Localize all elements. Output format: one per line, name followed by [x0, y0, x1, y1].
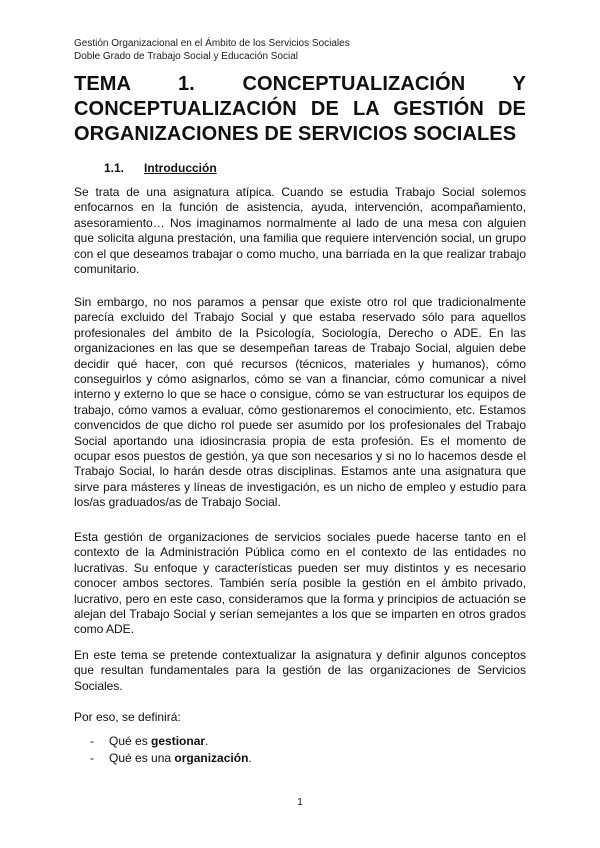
section-number: 1.1. [104, 161, 125, 175]
section-title: Introducción [144, 161, 217, 175]
list-item-prefix: Qué es [109, 734, 152, 748]
chapter-title-line-2: CONCEPTUALIZACIÓN DE LA GESTIÓN DE [74, 98, 526, 120]
list-bullet: - [90, 734, 94, 748]
paragraph: Por eso, se definirá: [74, 710, 181, 724]
chapter-title [74, 72, 526, 147]
list-item-term: gestionar [151, 734, 206, 748]
list-item-term: organización [174, 751, 249, 765]
list-item [90, 733, 252, 750]
paragraph: Se trata de una asignatura atípica. Cuando se estudia Trabajo Social solemos enfocarnos en la función de asistencia, ayuda, intervención, acompañamiento, asesoramiento… Nos imaginamos normalmente al lado de una mesa con alguien que solicita alguna prestación, una familia que requiere intervención social, un grupo con el que deseamos trabajar o como mucho, una barriada en la que realizar trabajo comunitario. [74, 185, 526, 277]
definition-list [90, 733, 252, 767]
list-item [90, 750, 252, 767]
header-line-degree: Doble Grado de Trabajo Social y Educación Social [74, 51, 299, 62]
chapter-title-line-3: ORGANIZACIONES DE SERVICIOS SOCIALES [74, 123, 517, 145]
section-heading [104, 161, 217, 175]
paragraph: Sin embargo, no nos paramos a pensar que existe otro rol que tradicionalmente parecía excluido del Trabajo Social y que estaba reservado sólo para aquellos profesionales del ámbito de la Psicología, Sociología, Derecho o ADE. En las organizaciones en las que se desempeñan tareas de Trabajo Social, alguien debe decidir qué hacer, con qué recursos (técnicos, materiales y humanos), cómo conseguirlos y cómo asignarlos, cómo se van a financiar, cómo comunicar a nivel interno y externo lo que se hace o consigue, cómo se van estructurar los equipos de trabajo, cómo vamos a evaluar, cómo gestionaremos el conocimiento, etc. Estamos convencidos de que dicho rol puede ser asumido por los profesionales del Trabajo Social aportando una idiosincrasia propia de esta profesión. Es el momento de ocupar esos puestos de gestión, ya que son necesarios y si no lo hacemos desde el Trabajo Social, lo harán desde otras disciplinas. Estamos ante una asignatura que sirve para másteres y líneas de investigación, es un nicho de empleo y estudio para los/as graduados/as de Trabajo Social. [74, 295, 526, 510]
chapter-title-line-1: TEMA 1. CONCEPTUALIZACIÓN Y [74, 73, 526, 95]
list-item-prefix: Qué es una [109, 751, 175, 765]
list-item-suffix: . [248, 751, 252, 765]
list-item-suffix: . [205, 734, 209, 748]
running-header [74, 37, 350, 63]
list-bullet: - [90, 751, 94, 765]
paragraph: En este tema se pretende contextualizar la asignatura y definir algunos conceptos que resultan fundamentales para la gestión de las organizaciones de Servicios Sociales. [74, 648, 526, 693]
header-line-course: Gestión Organizacional en el Ámbito de los Servicios Sociales [74, 38, 350, 49]
page-number: 1 [297, 797, 303, 808]
paragraph: Esta gestión de organizaciones de servicios sociales puede hacerse tanto en el contexto de la Administración Pública como en el contexto de las entidades no lucrativas. Su enfoque y características pueden ser muy distintos y es necesario conocer ambos sectores. También sería posible la gestión en el ámbito privado, lucrativo, pero en este caso, consideramos que la forma y principios de actuación se alejan del Trabajo Social y serían semejantes a los que se imparten en otros grados como ADE. [74, 530, 526, 637]
